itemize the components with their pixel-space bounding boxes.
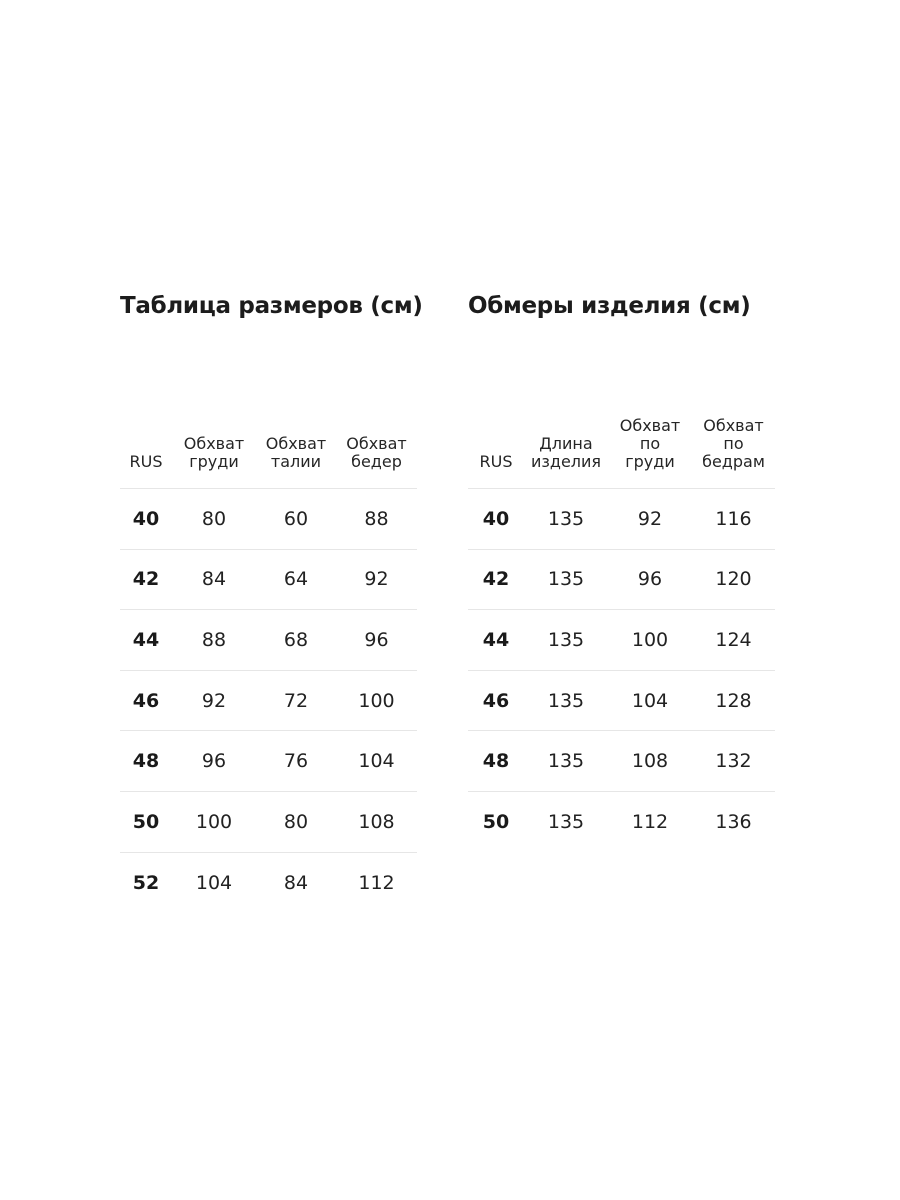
value-cell: 104 [358, 750, 395, 773]
table-row [120, 489, 417, 550]
value-cell: 92 [201, 689, 227, 712]
column-header: Обхват талии [265, 434, 327, 471]
value-cell: 135 [547, 811, 585, 834]
value-cell: 135 [547, 568, 585, 591]
value-cell: 88 [364, 507, 389, 530]
column-header: RUS [479, 452, 513, 471]
table-row [468, 792, 775, 853]
value-cell: 72 [283, 689, 309, 712]
value-cell: 132 [715, 750, 752, 773]
table-row [468, 731, 775, 792]
value-cell: 112 [358, 871, 395, 894]
value-cell: 120 [715, 568, 752, 591]
column-header: Обхват по груди [619, 416, 681, 471]
value-cell: 88 [201, 628, 227, 651]
size-cell: 52 [132, 871, 160, 894]
value-cell: 135 [547, 750, 585, 773]
value-cell: 96 [364, 628, 389, 651]
value-cell: 135 [547, 507, 585, 530]
size-chart-title: Таблица размеров (см) [120, 293, 423, 319]
column-header: Обхват бедер [346, 434, 407, 471]
size-cell: 48 [482, 750, 510, 773]
value-cell: 128 [715, 689, 752, 712]
size-cell: 50 [132, 810, 160, 833]
value-cell: 104 [631, 689, 669, 712]
value-cell: 92 [364, 568, 389, 591]
value-cell: 60 [283, 507, 309, 530]
column-header: Длина изделия [530, 434, 602, 471]
column-header: RUS [129, 452, 163, 471]
value-cell: 124 [715, 628, 752, 651]
size-cell: 42 [132, 568, 160, 591]
value-cell: 100 [358, 689, 395, 712]
value-cell: 80 [201, 507, 227, 530]
table-row [120, 671, 417, 732]
value-cell: 76 [283, 750, 309, 773]
table-row [468, 489, 775, 550]
table-row [468, 610, 775, 671]
table-row [120, 550, 417, 611]
table-header-row [120, 408, 417, 489]
table-row [120, 731, 417, 792]
size-cell: 48 [132, 750, 160, 773]
size-cell: 42 [482, 568, 510, 591]
value-cell: 96 [637, 568, 663, 591]
table-row [468, 671, 775, 732]
value-cell: 135 [547, 689, 585, 712]
size-cell: 44 [132, 628, 160, 651]
table-header-row [468, 408, 775, 489]
column-header: Обхват груди [183, 434, 245, 471]
size-cell: 40 [132, 507, 160, 530]
table-row [120, 610, 417, 671]
size-cell: 50 [482, 811, 510, 834]
table-row [120, 853, 417, 914]
value-cell: 96 [201, 750, 227, 773]
value-cell: 84 [283, 871, 309, 894]
size-cell: 44 [482, 628, 510, 651]
value-cell: 136 [715, 811, 752, 834]
garment-measurements-table [468, 408, 775, 853]
value-cell: 100 [195, 810, 233, 833]
size-chart-table [120, 408, 417, 913]
table-row [468, 550, 775, 611]
value-cell: 116 [715, 507, 752, 530]
value-cell: 92 [637, 507, 663, 530]
value-cell: 112 [631, 811, 669, 834]
value-cell: 68 [283, 628, 309, 651]
garment-measurements-title: Обмеры изделия (см) [468, 293, 751, 319]
value-cell: 108 [358, 810, 395, 833]
value-cell: 84 [201, 568, 227, 591]
table-row [120, 792, 417, 853]
size-cell: 46 [482, 689, 510, 712]
column-header: Обхват по бедрам [702, 416, 765, 471]
value-cell: 100 [631, 628, 669, 651]
value-cell: 64 [283, 568, 309, 591]
value-cell: 104 [195, 871, 233, 894]
value-cell: 108 [631, 750, 669, 773]
size-cell: 40 [482, 507, 510, 530]
size-cell: 46 [132, 689, 160, 712]
value-cell: 135 [547, 628, 585, 651]
value-cell: 80 [283, 810, 309, 833]
